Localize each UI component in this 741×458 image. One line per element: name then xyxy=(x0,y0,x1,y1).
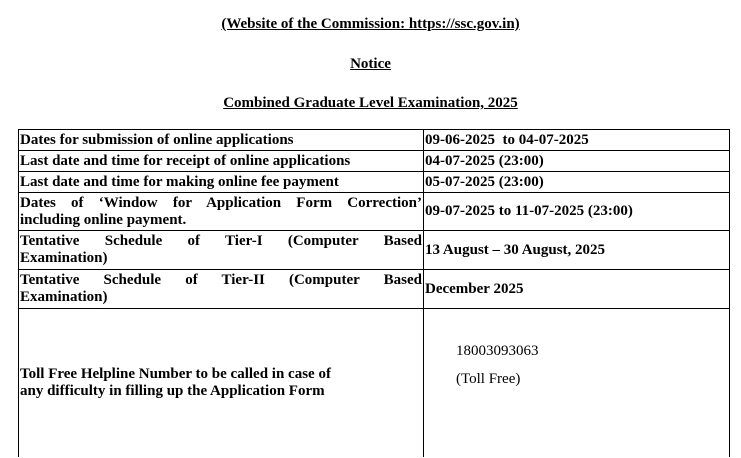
website-line xyxy=(0,15,741,33)
table-row xyxy=(19,231,730,270)
row-value: 09-06-2025 to 04-07-2025 xyxy=(424,130,730,151)
row-value: 04-07-2025 (23:00) xyxy=(424,151,730,172)
row-label: Last date and time for receipt of online applications xyxy=(19,151,424,172)
table-row xyxy=(19,172,730,193)
row-label-line1: Tentative Schedule of Tier-I (Computer Based xyxy=(20,233,422,249)
row-label xyxy=(19,270,424,309)
row-label xyxy=(19,231,424,270)
helpline-label-line2: any difficulty in filling up the Application Form xyxy=(20,383,325,399)
table-row xyxy=(19,270,730,309)
row-label-line1: Tentative Schedule of Tier-II (Computer Based xyxy=(20,272,422,288)
table-row xyxy=(19,151,730,172)
row-value: 13 August – 30 August, 2025 xyxy=(424,231,730,270)
row-label-line1: Dates of ‘Window for Application Form Correction’ xyxy=(20,194,422,211)
helpline-note: (Toll Free) xyxy=(456,371,521,387)
helpline-label xyxy=(19,309,424,458)
notice-text: Notice xyxy=(350,56,391,72)
row-label: Last date and time for making online fee payment xyxy=(19,172,424,193)
exam-title-text: Combined Graduate Level Examination, 2025 xyxy=(223,95,518,111)
helpline-row xyxy=(19,309,730,458)
row-value: 05-07-2025 (23:00) xyxy=(424,172,730,193)
row-value: December 2025 xyxy=(424,270,730,309)
row-value: 09-07-2025 to 11-07-2025 (23:00) xyxy=(424,193,730,231)
row-label xyxy=(19,193,424,231)
website-text: (Website of the Commission: https://ssc.gov.in) xyxy=(221,16,520,32)
row-label-line2: including online payment. xyxy=(20,211,187,228)
row-label-line2: Examination) xyxy=(20,250,108,266)
helpline-label-line1: Toll Free Helpline Number to be called in case of xyxy=(20,366,331,382)
helpline-value xyxy=(424,309,730,458)
table-row xyxy=(19,193,730,231)
notice-heading xyxy=(0,55,741,73)
table-row xyxy=(19,130,730,151)
row-label-line2: Examination) xyxy=(20,289,108,305)
row-label: Dates for submission of online applications xyxy=(19,130,424,151)
exam-title xyxy=(0,94,741,112)
helpline-number: 18003093063 xyxy=(456,343,539,359)
schedule-table xyxy=(18,129,730,458)
